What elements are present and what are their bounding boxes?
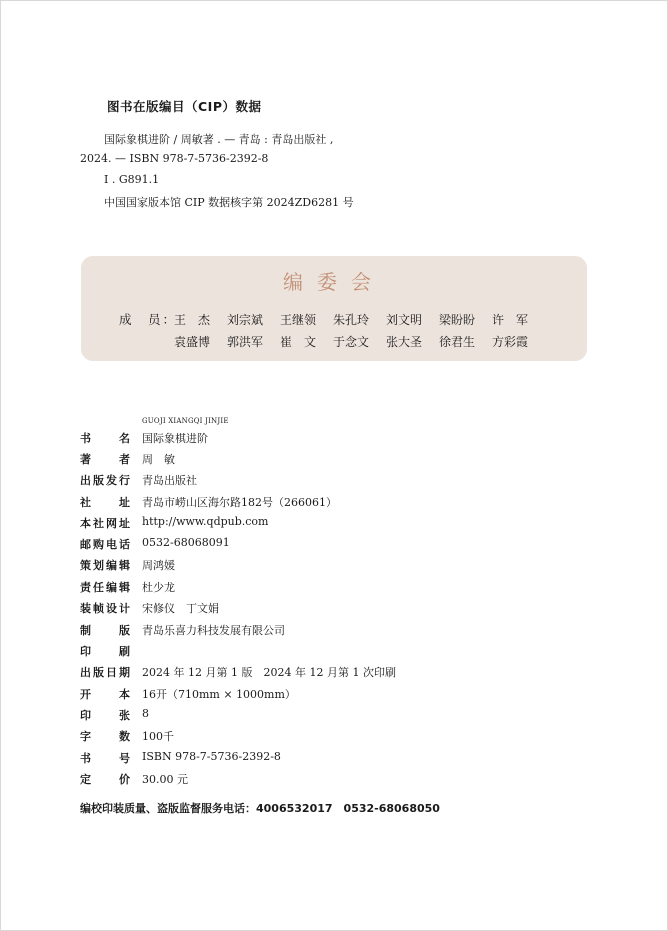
imprint-label: 责任编辑 [80, 581, 130, 594]
cip-line-4: 中国国家版本馆 CIP 数据核字第 2024ZD6281 号 [104, 196, 354, 209]
imprint-value: 周鸿媛 [142, 559, 175, 572]
imprint-label: 制版 [80, 624, 130, 637]
imprint-value: 16开（710mm × 1000mm） [142, 688, 296, 701]
member-name: 郭洪军 [227, 335, 264, 349]
imprint-value: 8 [142, 707, 149, 720]
imprint-value: 青岛市崂山区海尔路182号（266061） [142, 496, 337, 509]
members-row-1 [174, 311, 545, 328]
imprint-row-sheets [80, 707, 149, 723]
imprint-label: 本社网址 [80, 517, 130, 530]
imprint-label: 装帧设计 [80, 602, 130, 615]
cip-title: 图书在版编目（CIP）数据 [107, 99, 262, 114]
imprint-value: 30.00 元 [142, 773, 188, 786]
editorial-committee-box [81, 256, 587, 361]
imprint-label: 策划编辑 [80, 559, 130, 572]
member-name: 刘文明 [386, 313, 423, 327]
imprint-row-responsible-editor [80, 579, 175, 595]
member-name: 袁盛博 [174, 335, 211, 349]
imprint-row-phone [80, 536, 230, 552]
title-pinyin: GUOJI XIANGQI JINJIE [142, 417, 229, 425]
imprint-label: 印刷 [80, 645, 130, 658]
member-name: 朱孔玲 [333, 313, 370, 327]
member-name: 崔 文 [280, 335, 317, 349]
imprint-row-publisher [80, 472, 197, 488]
imprint-value: ISBN 978-7-5736-2392-8 [142, 750, 281, 763]
members-label: 成 员： [119, 312, 178, 327]
imprint-row-format [80, 686, 296, 702]
committee-title: 编委会 [283, 270, 385, 294]
imprint-value: 杜少龙 [142, 581, 175, 594]
member-name: 王继领 [280, 313, 317, 327]
imprint-value: 100千 [142, 730, 174, 743]
imprint-row-publication-date [80, 664, 396, 680]
imprint-label: 著者 [80, 453, 130, 466]
imprint-value: 国际象棋进阶 [142, 432, 208, 445]
service-hotline: 编校印装质量、盗版监督服务电话：4006532017 0532-68068050 [80, 802, 440, 815]
imprint-label: 印张 [80, 709, 130, 722]
imprint-value: 青岛出版社 [142, 474, 197, 487]
member-name: 张大圣 [386, 335, 423, 349]
imprint-row-planning-editor [80, 557, 175, 573]
imprint-label: 字数 [80, 730, 130, 743]
imprint-label: 开本 [80, 688, 130, 701]
imprint-row-author [80, 451, 175, 467]
cip-line-1: 国际象棋进阶 / 周敏著 . — 青岛 : 青岛出版社 , [104, 133, 334, 146]
imprint-value: 2024 年 12 月第 1 版 2024 年 12 月第 1 次印刷 [142, 666, 396, 679]
imprint-label: 出版发行 [80, 474, 130, 487]
imprint-row-design [80, 600, 219, 616]
imprint-value: 青岛乐喜力科技发展有限公司 [142, 624, 285, 637]
imprint-label: 社址 [80, 496, 130, 509]
members-row-2 [174, 333, 545, 350]
imprint-row-isbn [80, 750, 281, 766]
imprint-row-title [80, 430, 208, 446]
imprint-label: 出版日期 [80, 666, 130, 679]
imprint-row-printing [80, 643, 142, 659]
imprint-value: 宋修仪 丁文娟 [142, 602, 219, 615]
imprint-value: 周 敏 [142, 453, 175, 466]
member-name: 刘宗斌 [227, 313, 264, 327]
imprint-row-website [80, 515, 268, 531]
imprint-label: 邮购电话 [80, 538, 130, 551]
imprint-row-price [80, 771, 188, 787]
member-name: 许 军 [492, 313, 529, 327]
member-name: 方彩霞 [492, 335, 529, 349]
member-name: 王 杰 [174, 313, 211, 327]
imprint-row-address [80, 494, 337, 510]
imprint-value: 0532-68068091 [142, 536, 230, 549]
member-name: 于念文 [333, 335, 370, 349]
imprint-label: 定价 [80, 773, 130, 786]
imprint-label: 书号 [80, 752, 130, 765]
imprint-row-plate-making [80, 622, 285, 638]
cip-line-3: Ⅰ . G891.1 [104, 173, 160, 186]
cip-line-2: 2024. — ISBN 978-7-5736-2392-8 [80, 152, 269, 165]
imprint-row-word-count [80, 728, 174, 744]
member-name: 梁盼盼 [439, 313, 476, 327]
member-name: 徐君生 [439, 335, 476, 349]
imprint-value: http://www.qdpub.com [142, 515, 269, 528]
imprint-label: 书名 [80, 432, 130, 445]
